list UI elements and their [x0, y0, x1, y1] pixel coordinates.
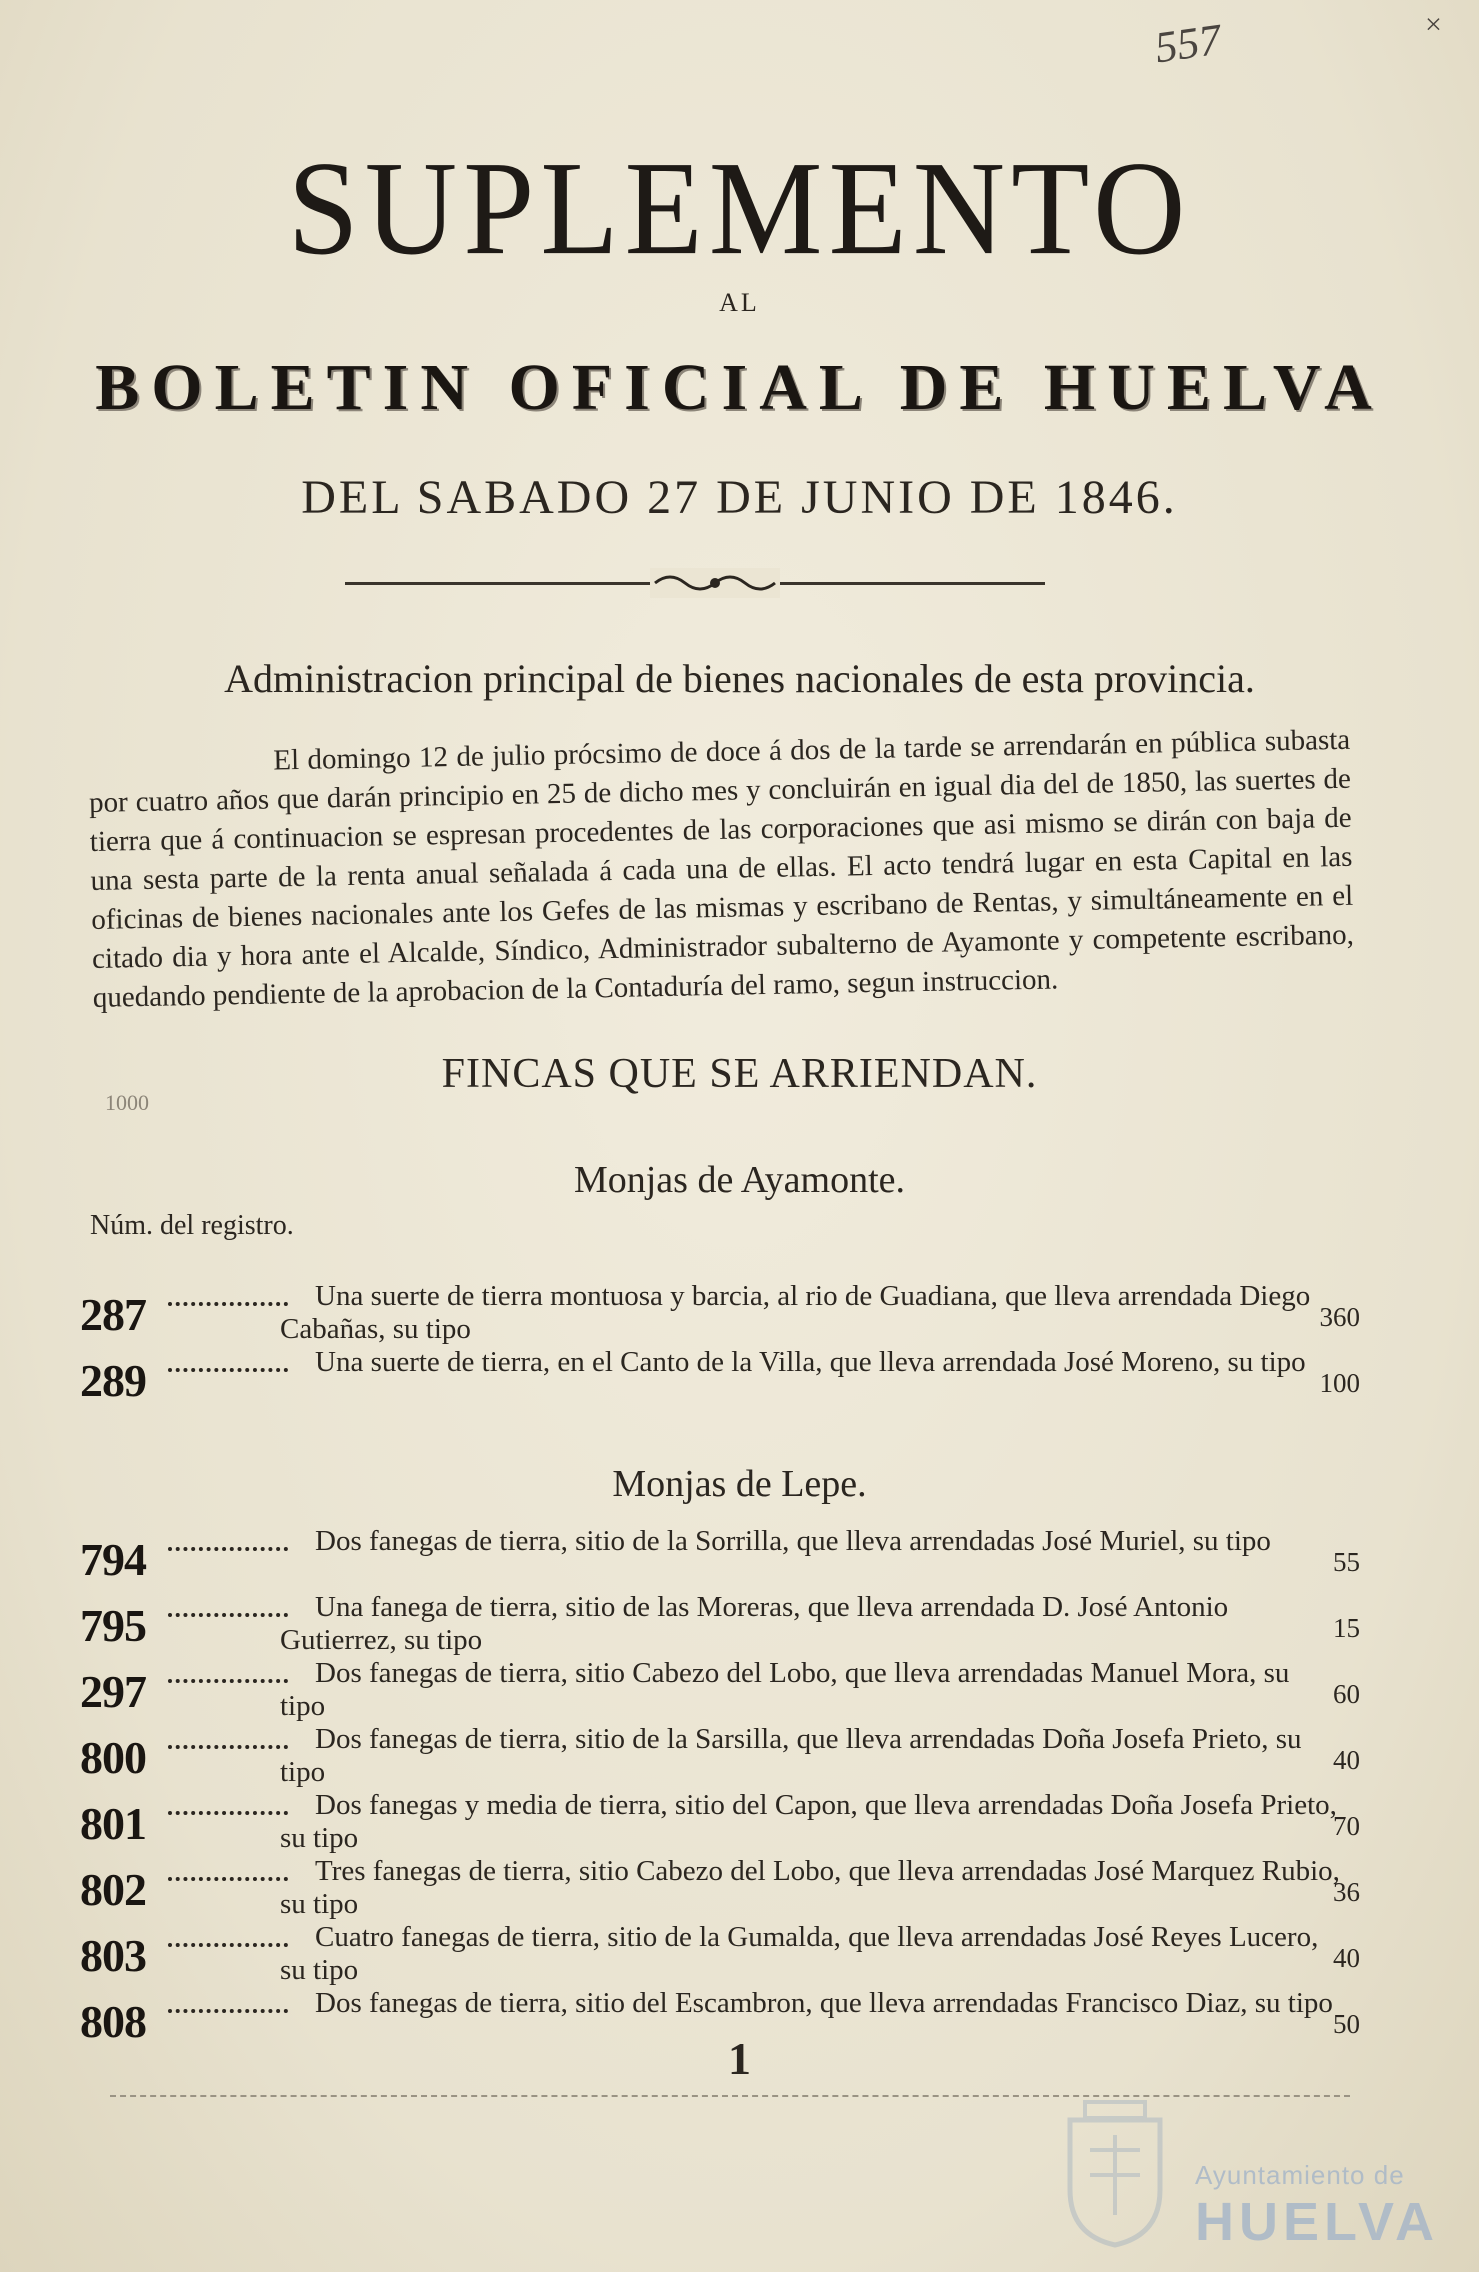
intro-paragraph: El domingo 12 de julio prócsimo de doce á dos de la tarde se arrendarán en pública subasta por cuatro años que darán principio en 25 de dicho mes y concluirán en igual dia del de 1850, las suertes de tierra que á continuacion se espresan procedentes de las corporaciones que asi mismo se dirán con baja de una sesta parte de la renta anual señalada á cada una de ellas. El acto tendrá lugar en esta Capital en las oficinas de bienes nacionales ante los Gefes de las mismas y escribano de Rentas, y simultáneamente en el citado dia y hora ante el Alcalde, Síndico, Administrador subalterno de Ayamonte y competente escribano, quedando pendiente de la aprobacion de la Contaduría del ramo, segun instruccion. — [88, 723, 1355, 1014]
dot-leader — [168, 1679, 288, 1683]
list-item — [80, 1280, 1410, 1346]
dot-leader — [168, 1811, 288, 1815]
section-title-ayamonte: Monjas de Ayamonte. — [573, 1159, 906, 1201]
archive-watermark — [1195, 2160, 1439, 2253]
entry-description: Una fanega de tierra, sitio de las Moreras, que lleva arrendada D. José Antonio Gutierrez, su tipo — [280, 1591, 1229, 1656]
bleed-through-number: 1000 — [105, 1090, 149, 1115]
title-connector: AL — [719, 288, 760, 317]
dot-leader — [168, 1302, 288, 1306]
bulletin-name: BOLETIN OFICIAL DE HUELVA — [95, 351, 1384, 424]
issue-date: DEL SABADO 27 DE JUNIO DE 1846. — [301, 471, 1178, 524]
registro-number: 297 — [80, 1666, 146, 1717]
entry-description: Dos fanegas de tierra, sitio de la Sorrilla, que lleva arrendadas José Muriel, su tipo — [315, 1525, 1271, 1557]
dot-leader — [168, 1547, 288, 1551]
registro-number: 289 — [80, 1355, 146, 1406]
registro-number: 800 — [80, 1732, 146, 1783]
registro-number: 801 — [80, 1798, 146, 1849]
list-item — [80, 1789, 1410, 1855]
list-item — [80, 1591, 1410, 1657]
page-number: 1 — [728, 2033, 751, 2084]
entry-value: 50 — [1333, 2009, 1360, 2039]
fincas-heading: FINCAS QUE SE ARRIENDAN. — [441, 1051, 1038, 1097]
entry-value: 360 — [1319, 1302, 1360, 1332]
registro-number: 808 — [80, 1996, 146, 2047]
list-item — [80, 1921, 1410, 1987]
registro-number: 802 — [80, 1864, 146, 1915]
dot-leader — [168, 1745, 288, 1749]
entry-value: 40 — [1333, 1745, 1360, 1775]
entry-description: Una suerte de tierra montuosa y barcia, al rio de Guadiana, que lleva arrendada Diego Cabañas, su tipo — [280, 1280, 1311, 1345]
entry-value: 70 — [1333, 1811, 1360, 1841]
coat-of-arms-icon — [1060, 2100, 1170, 2250]
entry-value: 40 — [1333, 1943, 1360, 1973]
list-item — [80, 1525, 1410, 1591]
entries-lepe — [80, 1525, 1410, 2053]
registro-number: 287 — [80, 1289, 146, 1340]
entry-description: Dos fanegas de tierra, sitio de la Sarsilla, que lleva arrendadas Doña Josefa Prieto, su tipo — [280, 1723, 1302, 1788]
registro-number: 803 — [80, 1930, 146, 1981]
entry-value: 55 — [1333, 1547, 1360, 1577]
registro-column-label: Núm. del registro. — [90, 1210, 294, 1241]
dot-leader — [168, 2009, 288, 2013]
dot-leader — [168, 1943, 288, 1947]
entry-value: 100 — [1319, 1368, 1360, 1398]
handwritten-page-number: 557 — [1151, 14, 1225, 73]
entry-description: Dos fanegas de tierra, sitio Cabezo del Lobo, que lleva arrendadas Manuel Mora, su tipo — [280, 1657, 1290, 1722]
dot-leader — [168, 1368, 288, 1372]
bottom-rule — [110, 2095, 1350, 2097]
corner-mark: × — [1425, 8, 1442, 41]
list-item — [80, 1657, 1410, 1723]
entry-description: Dos fanegas y media de tierra, sitio del Capon, que lleva arrendadas Doña Josefa Prieto, su tipo — [280, 1789, 1337, 1854]
registro-number: 794 — [80, 1534, 146, 1585]
registro-number: 795 — [80, 1600, 146, 1651]
list-item — [80, 1723, 1410, 1789]
dot-leader — [168, 1877, 288, 1881]
watermark-line1: Ayuntamiento de — [1195, 2160, 1405, 2190]
list-item — [80, 1346, 1410, 1412]
entry-description: Una suerte de tierra, en el Canto de la Villa, que lleva arrendada José Moreno, su tipo — [315, 1346, 1306, 1378]
entry-value: 60 — [1333, 1679, 1360, 1709]
ornament-icon — [650, 568, 780, 598]
dot-leader — [168, 1613, 288, 1617]
entry-description: Tres fanegas de tierra, sitio Cabezo del Lobo, que lleva arrendadas José Marquez Rubio, su tipo — [280, 1855, 1340, 1920]
entry-value: 36 — [1333, 1877, 1360, 1907]
administration-heading: Administracion principal de bienes nacionales de esta provincia. — [224, 656, 1255, 701]
list-item — [80, 1855, 1410, 1921]
entry-description: Dos fanegas de tierra, sitio del Escambron, que lleva arrendadas Francisco Diaz, su tipo — [315, 1987, 1333, 2019]
entry-value: 15 — [1333, 1613, 1360, 1643]
document-title: SUPLEMENTO — [287, 133, 1192, 283]
entries-ayamonte — [80, 1280, 1410, 1412]
watermark-line2: HUELVA — [1195, 2192, 1439, 2252]
entry-description: Cuatro fanegas de tierra, sitio de la Gumalda, que lleva arrendadas José Reyes Lucero, su tipo — [280, 1921, 1319, 1986]
section-title-lepe: Monjas de Lepe. — [612, 1463, 867, 1505]
